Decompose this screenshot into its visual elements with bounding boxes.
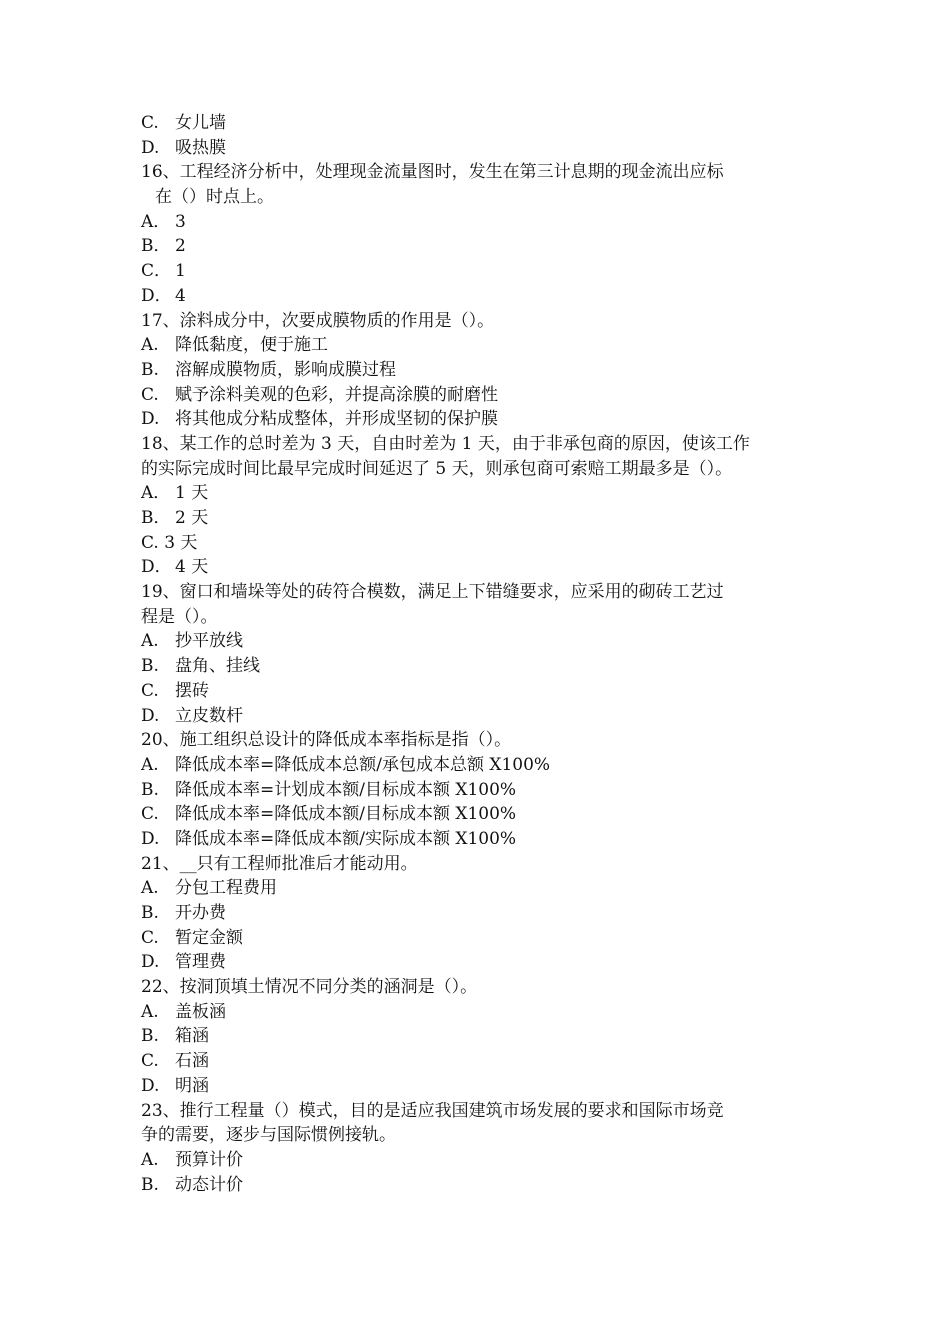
option-line <box>141 1074 831 1099</box>
option-label: D. <box>141 952 160 973</box>
option-label: A． <box>141 483 171 504</box>
option-label: A. <box>141 754 159 775</box>
question-line <box>141 1099 831 1124</box>
question-line <box>141 975 831 1000</box>
option-label: C． <box>141 261 172 282</box>
option-label: A. <box>141 1149 159 1170</box>
option-text: 溶解成膜物质，影响成膜过程 <box>175 359 396 380</box>
option-line <box>141 284 831 309</box>
option-line <box>141 802 831 827</box>
option-label: C. <box>141 113 159 133</box>
option-text: 立皮数杆 <box>175 705 243 726</box>
option-text: 降低成本率=计划成本额/目标成本额 X100% <box>175 779 517 800</box>
option-text: 将其他成分粘成整体，并形成坚韧的保护膜 <box>175 409 498 430</box>
question-line <box>141 160 831 185</box>
option-line <box>141 1000 831 1025</box>
document-body <box>141 111 831 1197</box>
option-line <box>141 259 831 284</box>
question-text: 18、某工作的总时差为 3 天，自由时差为 1 天，由于非承包商的原因，使该工作 <box>141 433 750 454</box>
question-text: 21、__只有工程师批准后才能动用。 <box>141 853 418 874</box>
question-text: 19、窗口和墙垛等处的砖符合模数，满足上下错缝要求，应采用的砌砖工艺过 <box>141 582 724 603</box>
option-text: 吸热膜 <box>175 137 226 158</box>
option-line <box>141 234 831 259</box>
question-line <box>141 580 831 605</box>
option-text: 降低成本率=降低成本额/目标成本额 X100% <box>175 804 517 825</box>
option-text: 预算计价 <box>175 1149 243 1170</box>
option-line <box>141 136 831 161</box>
option-line <box>141 1173 831 1198</box>
question-line <box>141 309 831 334</box>
option-line <box>141 210 831 235</box>
question-text: 20、施工组织总设计的降低成本率指标是指（）。 <box>141 730 512 751</box>
option-line <box>141 950 831 975</box>
option-text: 3 <box>175 211 186 232</box>
option-label: C. <box>141 804 159 825</box>
option-label: A． <box>141 211 171 232</box>
option-line <box>141 827 831 852</box>
option-line <box>141 1148 831 1173</box>
option-line <box>141 111 831 136</box>
question-line <box>141 852 831 877</box>
option-line <box>141 383 831 408</box>
question-line <box>141 432 831 457</box>
option-line <box>141 778 831 803</box>
option-line <box>141 358 831 383</box>
option-text: 开办费 <box>175 903 226 923</box>
question-line <box>141 457 831 482</box>
option-label: B. <box>141 1174 159 1195</box>
option-line <box>141 629 831 654</box>
question-line <box>141 728 831 753</box>
option-label: B． <box>141 508 171 528</box>
option-label: A. <box>141 1001 159 1022</box>
option-label: D. <box>141 409 160 430</box>
option-line <box>141 926 831 951</box>
option-label: A. <box>141 878 159 899</box>
question-text: 22、按洞顶填土情况不同分类的涵洞是（）。 <box>141 977 478 998</box>
option-label: B. <box>141 1026 159 1047</box>
option-line <box>141 704 831 729</box>
option-label: D． <box>141 285 172 306</box>
question-text: 17、涂料成分中，次要成膜物质的作用是（）。 <box>141 310 495 331</box>
option-label: B. <box>141 903 159 923</box>
option-text: 明涵 <box>175 1075 209 1096</box>
option-line <box>141 555 831 580</box>
option-text: 盖板涵 <box>175 1001 226 1022</box>
option-label: C. <box>141 384 159 405</box>
option-label: B. <box>141 656 159 677</box>
option-line <box>141 679 831 704</box>
question-line <box>141 531 831 556</box>
option-text: 降低成本率=降低成本额/实际成本额 X100% <box>175 828 517 849</box>
question-text: 在（）时点上。 <box>155 187 274 208</box>
option-text: 箱涵 <box>175 1026 209 1047</box>
option-text: 摆砖 <box>175 680 209 701</box>
option-text: 女儿墙 <box>175 113 226 133</box>
option-text: 4 天 <box>175 557 209 578</box>
option-line <box>141 901 831 926</box>
option-text: 4 <box>175 285 186 306</box>
option-text: 管理费 <box>175 952 226 973</box>
option-text: 1 <box>175 261 186 282</box>
option-label: B. <box>141 779 159 800</box>
option-line <box>141 481 831 506</box>
option-label: B． <box>141 236 171 257</box>
option-line <box>141 1024 831 1049</box>
option-label: D. <box>141 828 160 849</box>
option-line <box>141 506 831 531</box>
option-text: 抄平放线 <box>175 631 243 652</box>
option-line <box>141 407 831 432</box>
option-label: C. <box>141 927 159 948</box>
option-label: B. <box>141 359 159 380</box>
option-label: D． <box>141 557 172 578</box>
option-label: D. <box>141 1075 160 1096</box>
option-label: C. <box>141 1051 159 1072</box>
option-line <box>141 333 831 358</box>
option-label: A. <box>141 335 159 356</box>
question-line <box>141 185 831 210</box>
option-label: C. <box>141 680 159 701</box>
question-text: 的实际完成时间比最早完成时间延迟了 5 天，则承包商可索赔工期最多是（）。 <box>141 458 733 479</box>
option-text: 分包工程费用 <box>175 878 277 899</box>
option-line <box>141 654 831 679</box>
option-text: 暂定金额 <box>175 927 243 948</box>
question-text: C. 3 天 <box>141 532 198 553</box>
question-text: 争的需要，逐步与国际惯例接轨。 <box>141 1125 396 1146</box>
option-text: 2 天 <box>175 508 209 528</box>
option-text: 2 <box>175 236 186 257</box>
option-line <box>141 876 831 901</box>
option-line <box>141 1049 831 1074</box>
option-text: 1 天 <box>175 483 209 504</box>
question-text: 23、推行工程量（）模式，目的是适应我国建筑市场发展的要求和国际市场竞 <box>141 1100 724 1121</box>
option-text: 赋予涂料美观的色彩，并提高涂膜的耐磨性 <box>175 384 498 405</box>
option-label: A. <box>141 631 159 652</box>
option-label: D. <box>141 705 160 726</box>
option-text: 盘角、挂线 <box>175 656 260 677</box>
question-text: 程是（）。 <box>141 606 218 627</box>
option-label: D. <box>141 137 160 158</box>
question-line <box>141 1123 831 1148</box>
option-text: 降低黏度，便于施工 <box>175 335 328 356</box>
option-text: 石涵 <box>175 1051 209 1072</box>
option-text: 降低成本率=降低成本总额/承包成本总额 X100% <box>175 754 551 775</box>
question-line <box>141 605 831 630</box>
option-line <box>141 753 831 778</box>
question-text: 16、工程经济分析中，处理现金流量图时，发生在第三计息期的现金流出应标 <box>141 162 724 183</box>
option-text: 动态计价 <box>175 1174 243 1195</box>
